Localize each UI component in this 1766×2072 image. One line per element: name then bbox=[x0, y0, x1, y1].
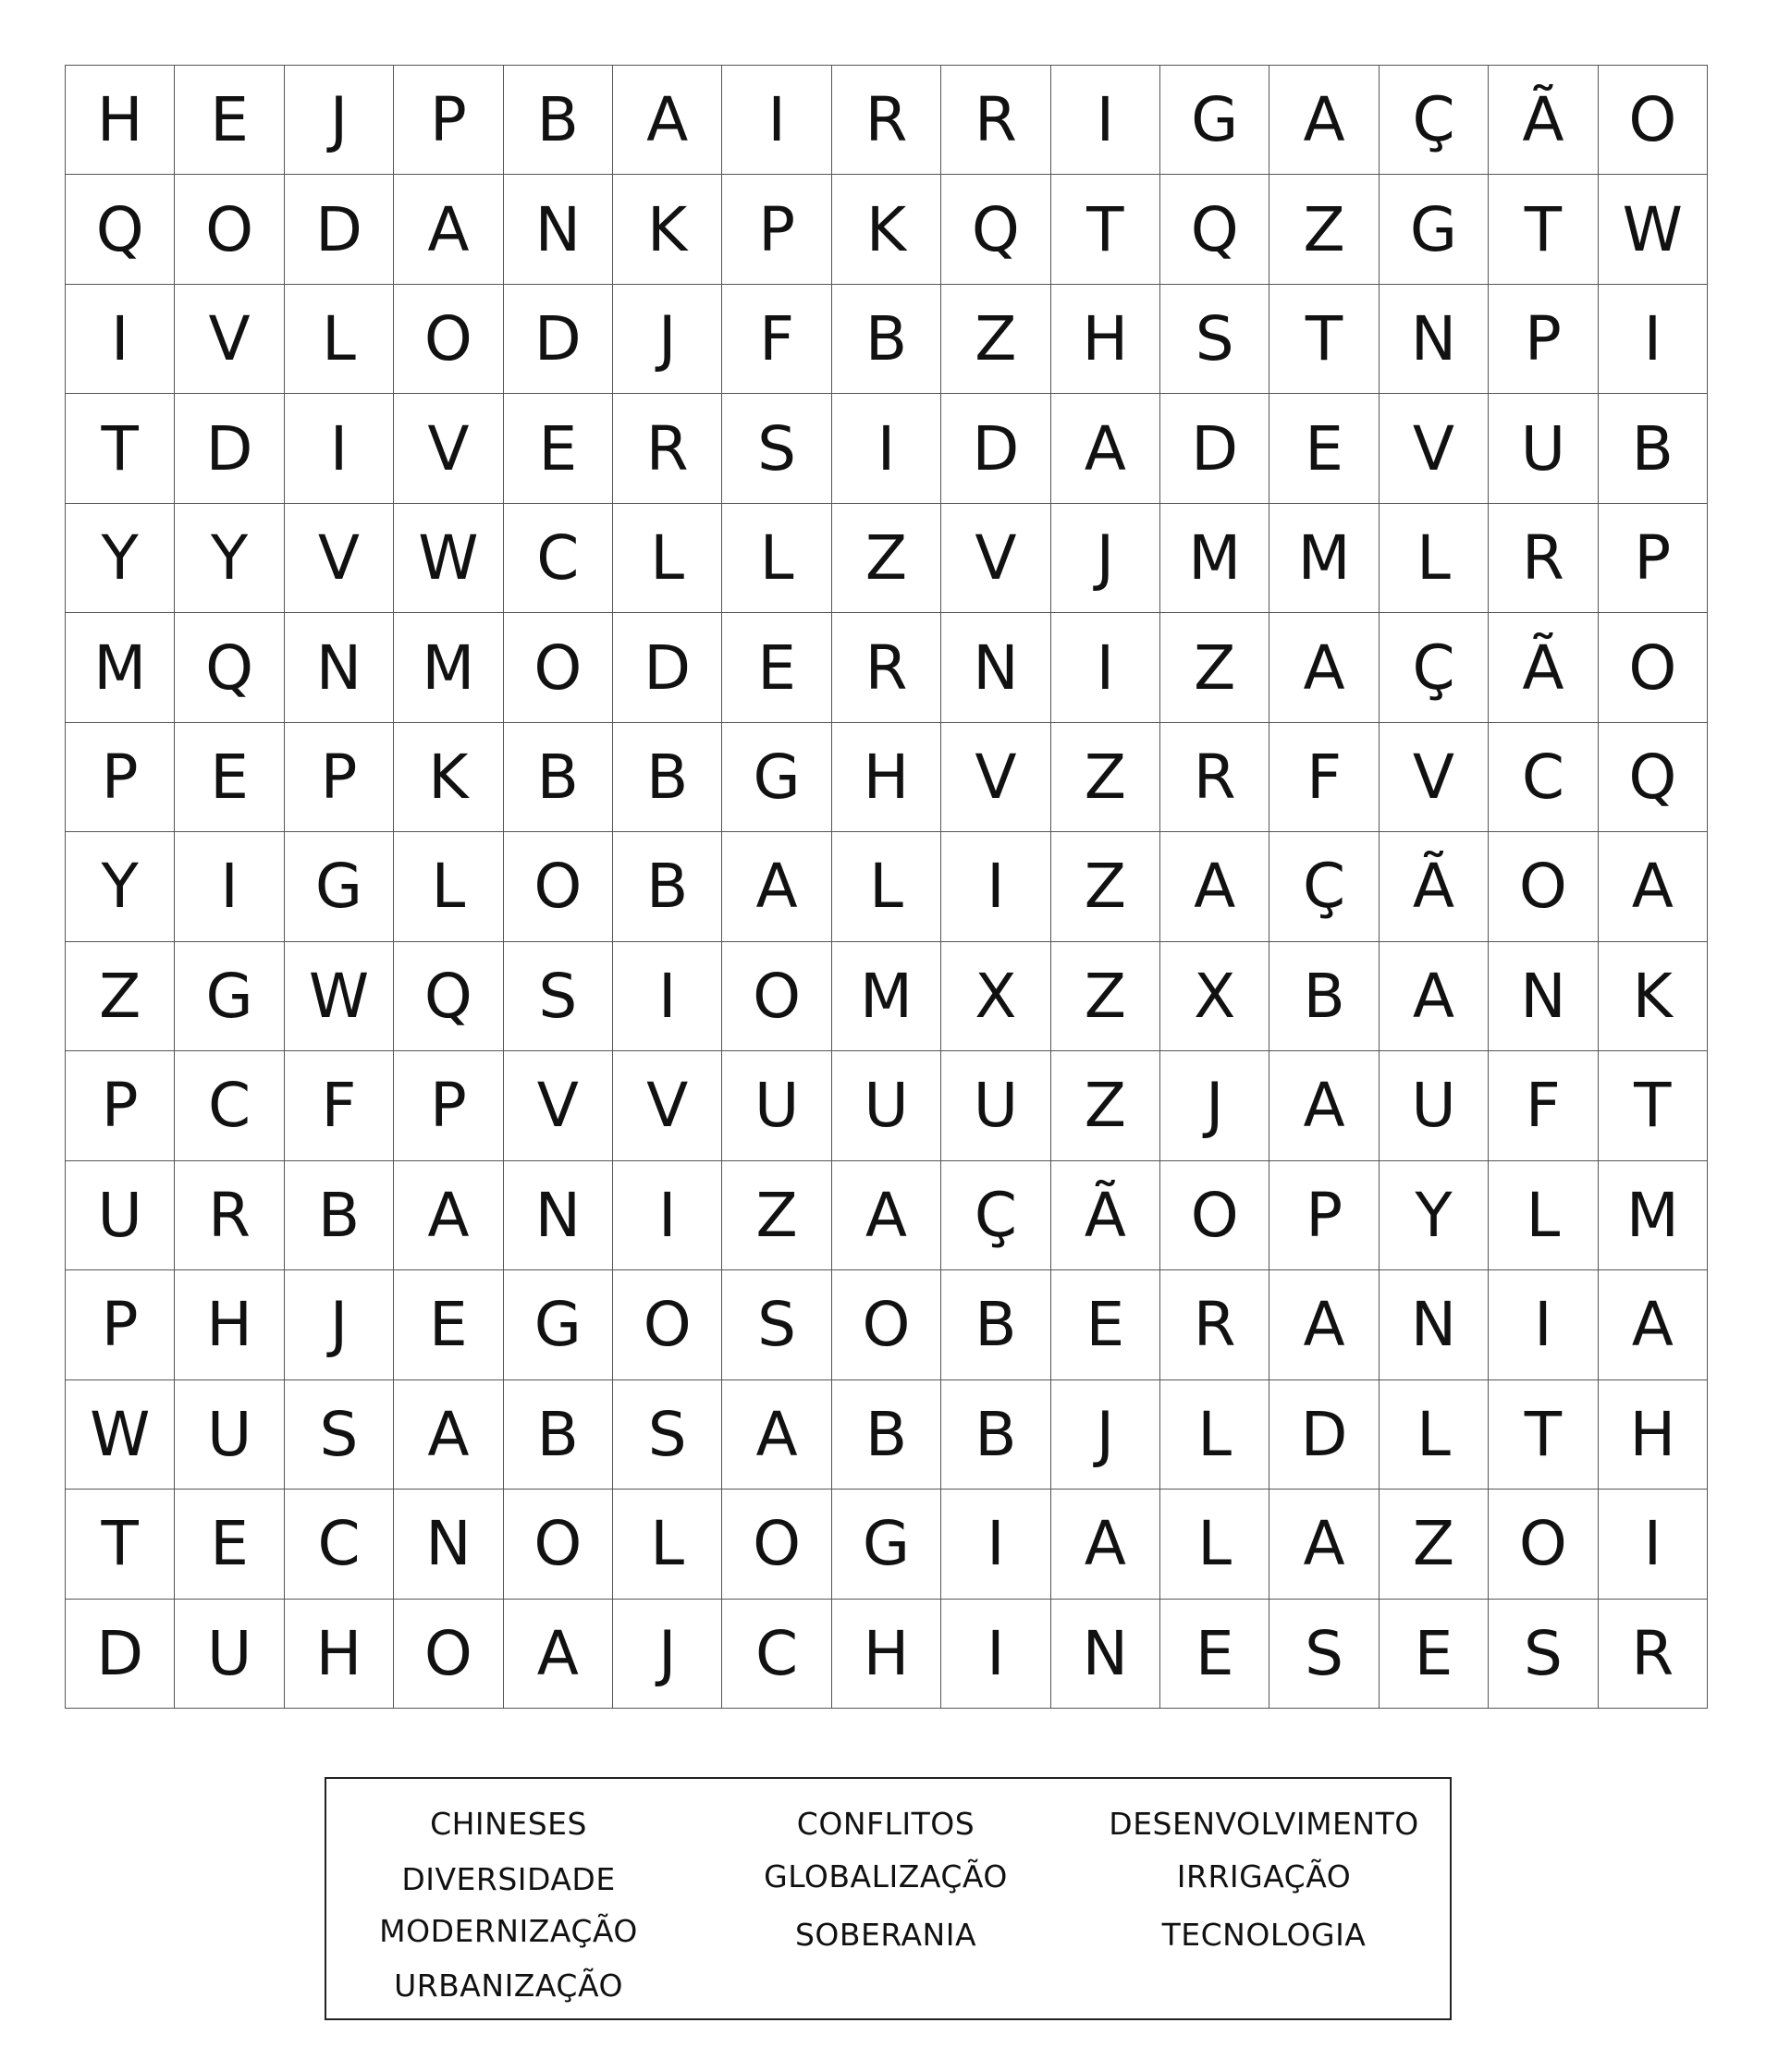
grid-cell[interactable]: P bbox=[722, 175, 831, 284]
word-soberania: SOBERANIA bbox=[794, 1917, 977, 1953]
grid-cell[interactable]: U bbox=[1380, 1051, 1489, 1160]
word-conflitos: CONFLITOS bbox=[796, 1806, 975, 1842]
grid-cell[interactable]: U bbox=[941, 1051, 1050, 1160]
grid-cell[interactable]: R bbox=[613, 394, 722, 503]
grid-cell[interactable]: P bbox=[394, 1051, 503, 1160]
grid-cell[interactable]: V bbox=[941, 504, 1050, 613]
grid-cell[interactable]: S bbox=[722, 1270, 831, 1379]
grid-cell[interactable]: R bbox=[1160, 1270, 1269, 1379]
grid-cell[interactable]: E bbox=[722, 613, 831, 722]
grid-cell[interactable]: G bbox=[722, 723, 831, 832]
grid-cell[interactable]: E bbox=[1269, 394, 1379, 503]
grid-cell[interactable]: O bbox=[832, 1270, 941, 1379]
grid-cell[interactable]: I bbox=[722, 66, 831, 175]
grid-cell[interactable]: L bbox=[722, 504, 831, 613]
grid-cell[interactable]: B bbox=[504, 1380, 613, 1490]
grid-cell[interactable]: G bbox=[504, 1270, 613, 1379]
grid-cell[interactable]: Ã bbox=[1489, 613, 1598, 722]
grid-cell[interactable]: U bbox=[175, 1380, 284, 1490]
grid-cell[interactable]: O bbox=[175, 175, 284, 284]
grid-cell[interactable]: F bbox=[285, 1051, 394, 1160]
grid-cell[interactable]: E bbox=[1380, 1600, 1489, 1709]
word-globalizacao: GLOBALIZAÇÃO bbox=[764, 1858, 1008, 1894]
grid-cell[interactable]: K bbox=[1599, 942, 1708, 1051]
grid-cell[interactable]: C bbox=[285, 1490, 394, 1599]
grid-cell[interactable]: D bbox=[285, 175, 394, 284]
grid-cell[interactable]: B bbox=[504, 66, 613, 175]
grid-cell[interactable]: B bbox=[613, 832, 722, 941]
grid-cell[interactable]: Q bbox=[66, 175, 175, 284]
grid-cell[interactable]: R bbox=[941, 66, 1050, 175]
grid-cell[interactable]: I bbox=[941, 1600, 1050, 1709]
grid-cell[interactable]: E bbox=[175, 1490, 284, 1599]
grid-cell[interactable]: W bbox=[1599, 175, 1708, 284]
grid-cell[interactable]: A bbox=[1380, 942, 1489, 1051]
grid-cell[interactable]: Z bbox=[1051, 723, 1160, 832]
grid-cell[interactable]: M bbox=[832, 942, 941, 1051]
grid-cell[interactable]: A bbox=[1269, 1051, 1379, 1160]
grid-cell[interactable]: A bbox=[394, 1380, 503, 1490]
grid-cell[interactable]: H bbox=[1051, 285, 1160, 394]
grid-cell[interactable]: B bbox=[832, 1380, 941, 1490]
grid-cell[interactable]: H bbox=[285, 1600, 394, 1709]
word-irrigacao: IRRIGAÇÃO bbox=[1176, 1858, 1352, 1894]
grid-cell[interactable]: I bbox=[175, 832, 284, 941]
grid-cell[interactable]: Ç bbox=[1380, 66, 1489, 175]
grid-cell[interactable]: A bbox=[722, 832, 831, 941]
grid-cell[interactable]: E bbox=[1051, 1270, 1160, 1379]
grid-cell[interactable]: Y bbox=[66, 504, 175, 613]
grid-cell[interactable]: D bbox=[1269, 1380, 1379, 1490]
grid-cell[interactable]: S bbox=[722, 394, 831, 503]
grid-cell[interactable]: H bbox=[832, 723, 941, 832]
grid-cell[interactable]: U bbox=[1489, 394, 1598, 503]
grid-cell[interactable]: Y bbox=[66, 832, 175, 941]
grid-cell[interactable]: L bbox=[1380, 1380, 1489, 1490]
grid-cell[interactable]: C bbox=[504, 504, 613, 613]
grid-cell[interactable]: J bbox=[613, 285, 722, 394]
grid-cell[interactable]: B bbox=[504, 723, 613, 832]
grid-cell[interactable]: Ç bbox=[1380, 613, 1489, 722]
grid-cell[interactable]: D bbox=[1160, 394, 1269, 503]
grid-cell[interactable]: Q bbox=[941, 175, 1050, 284]
grid-cell[interactable]: A bbox=[1599, 832, 1708, 941]
grid-cell[interactable]: L bbox=[832, 832, 941, 941]
grid-cell[interactable]: D bbox=[66, 1600, 175, 1709]
word-modernizacao: MODERNIZAÇÃO bbox=[379, 1913, 638, 1949]
grid-cell[interactable]: V bbox=[613, 1051, 722, 1160]
grid-cell[interactable]: R bbox=[1489, 504, 1598, 613]
grid-cell[interactable]: I bbox=[1599, 1490, 1708, 1599]
word-chineses: CHINESES bbox=[430, 1806, 587, 1842]
grid-cell[interactable]: B bbox=[613, 723, 722, 832]
grid-cell[interactable]: B bbox=[941, 1270, 1050, 1379]
grid-cell[interactable]: I bbox=[832, 394, 941, 503]
grid-cell[interactable]: N bbox=[941, 613, 1050, 722]
grid-cell[interactable]: O bbox=[504, 832, 613, 941]
grid-cell[interactable]: T bbox=[1599, 1051, 1708, 1160]
grid-cell[interactable]: K bbox=[613, 175, 722, 284]
grid-cell[interactable]: L bbox=[1160, 1490, 1269, 1599]
grid-cell[interactable]: O bbox=[394, 285, 503, 394]
grid-cell[interactable]: Ã bbox=[1051, 1161, 1160, 1270]
word-list-box bbox=[325, 1777, 1452, 2020]
grid-cell[interactable]: W bbox=[66, 1380, 175, 1490]
grid-cell[interactable]: O bbox=[722, 1490, 831, 1599]
grid-cell[interactable]: A bbox=[1051, 1490, 1160, 1599]
grid-cell[interactable]: O bbox=[1160, 1161, 1269, 1270]
grid-cell[interactable]: A bbox=[832, 1161, 941, 1270]
grid-cell[interactable]: G bbox=[832, 1490, 941, 1599]
grid-cell[interactable]: L bbox=[613, 1490, 722, 1599]
grid-cell[interactable]: V bbox=[941, 723, 1050, 832]
word-tecnologia: TECNOLOGIA bbox=[1161, 1917, 1367, 1953]
grid-cell[interactable]: D bbox=[504, 285, 613, 394]
grid-cell[interactable]: C bbox=[1489, 723, 1598, 832]
grid-cell[interactable]: T bbox=[1489, 1380, 1598, 1490]
grid-cell[interactable]: V bbox=[175, 285, 284, 394]
grid-cell[interactable]: B bbox=[1599, 394, 1708, 503]
grid-cell[interactable]: W bbox=[285, 942, 394, 1051]
grid-cell[interactable]: Z bbox=[66, 942, 175, 1051]
grid-cell[interactable]: O bbox=[394, 1600, 503, 1709]
grid-cell[interactable]: Ã bbox=[1489, 66, 1598, 175]
grid-cell[interactable]: J bbox=[1051, 1380, 1160, 1490]
grid-cell[interactable]: X bbox=[1160, 942, 1269, 1051]
grid-cell[interactable]: O bbox=[504, 613, 613, 722]
grid-cell[interactable]: H bbox=[1599, 1380, 1708, 1490]
grid-cell[interactable]: D bbox=[175, 394, 284, 503]
grid-cell[interactable]: P bbox=[394, 66, 503, 175]
grid-cell[interactable]: D bbox=[941, 394, 1050, 503]
grid-cell[interactable]: A bbox=[613, 66, 722, 175]
grid-cell[interactable]: E bbox=[394, 1270, 503, 1379]
grid-cell[interactable]: A bbox=[1269, 1490, 1379, 1599]
word-diversidade: DIVERSIDADE bbox=[401, 1861, 616, 1897]
grid-cell[interactable]: N bbox=[1380, 285, 1489, 394]
word-urbanizacao: URBANIZAÇÃO bbox=[394, 1968, 623, 2004]
grid-cell[interactable]: T bbox=[66, 1490, 175, 1599]
grid-cell[interactable]: D bbox=[613, 613, 722, 722]
grid-cell[interactable]: J bbox=[613, 1600, 722, 1709]
grid-cell[interactable]: I bbox=[1051, 613, 1160, 722]
grid-cell[interactable]: B bbox=[1269, 942, 1379, 1051]
grid-cell[interactable]: W bbox=[394, 504, 503, 613]
grid-cell[interactable]: N bbox=[1380, 1270, 1489, 1379]
grid-cell[interactable]: V bbox=[394, 394, 503, 503]
grid-cell[interactable]: A bbox=[722, 1380, 831, 1490]
grid-cell[interactable]: S bbox=[1489, 1600, 1598, 1709]
grid-cell[interactable]: S bbox=[1269, 1600, 1379, 1709]
grid-cell[interactable]: L bbox=[1489, 1161, 1598, 1270]
grid-cell[interactable]: P bbox=[1489, 285, 1598, 394]
grid-cell[interactable]: Q bbox=[175, 613, 284, 722]
grid-cell[interactable]: H bbox=[175, 1270, 284, 1379]
grid-cell[interactable]: I bbox=[941, 1490, 1050, 1599]
grid-cell[interactable]: P bbox=[66, 723, 175, 832]
grid-cell[interactable]: L bbox=[613, 504, 722, 613]
grid-cell[interactable]: H bbox=[66, 66, 175, 175]
grid-cell[interactable]: E bbox=[175, 723, 284, 832]
grid-cell[interactable]: R bbox=[175, 1161, 284, 1270]
grid-cell[interactable]: U bbox=[175, 1600, 284, 1709]
grid-cell[interactable]: J bbox=[285, 1270, 394, 1379]
grid-cell[interactable]: O bbox=[1599, 613, 1708, 722]
grid-cell[interactable]: V bbox=[504, 1051, 613, 1160]
grid-cell[interactable]: Q bbox=[1599, 723, 1708, 832]
grid-cell[interactable]: Z bbox=[722, 1161, 831, 1270]
grid-cell[interactable]: O bbox=[1489, 832, 1598, 941]
grid-cell[interactable]: C bbox=[175, 1051, 284, 1160]
grid-cell[interactable]: L bbox=[1160, 1380, 1269, 1490]
grid-cell[interactable]: P bbox=[66, 1051, 175, 1160]
grid-cell[interactable]: B bbox=[941, 1380, 1050, 1490]
grid-cell[interactable]: S bbox=[504, 942, 613, 1051]
grid-cell[interactable]: O bbox=[504, 1490, 613, 1599]
grid-cell[interactable]: P bbox=[1269, 1161, 1379, 1270]
grid-cell[interactable]: N bbox=[1051, 1600, 1160, 1709]
grid-cell[interactable]: A bbox=[394, 175, 503, 284]
grid-cell[interactable]: I bbox=[1489, 1270, 1598, 1379]
grid-cell[interactable]: Z bbox=[1269, 175, 1379, 284]
grid-cell[interactable]: R bbox=[832, 613, 941, 722]
grid-cell[interactable]: B bbox=[285, 1161, 394, 1270]
grid-cell[interactable]: N bbox=[504, 1161, 613, 1270]
grid-cell[interactable]: A bbox=[1599, 1270, 1708, 1379]
grid-cell[interactable]: U bbox=[66, 1161, 175, 1270]
grid-cell[interactable]: P bbox=[285, 723, 394, 832]
grid-cell[interactable]: A bbox=[1269, 1270, 1379, 1379]
grid-cell[interactable]: I bbox=[613, 942, 722, 1051]
grid-cell[interactable]: O bbox=[1599, 66, 1708, 175]
grid-cell[interactable]: M bbox=[394, 613, 503, 722]
grid-cell[interactable]: I bbox=[66, 285, 175, 394]
grid-cell[interactable]: F bbox=[1489, 1051, 1598, 1160]
grid-cell[interactable]: I bbox=[941, 832, 1050, 941]
grid-cell[interactable]: G bbox=[285, 832, 394, 941]
grid-cell[interactable]: E bbox=[175, 66, 284, 175]
grid-cell[interactable]: B bbox=[832, 285, 941, 394]
grid-cell[interactable]: L bbox=[285, 285, 394, 394]
grid-cell[interactable]: N bbox=[504, 175, 613, 284]
grid-cell[interactable]: E bbox=[504, 394, 613, 503]
grid-cell[interactable]: U bbox=[832, 1051, 941, 1160]
grid-cell[interactable]: M bbox=[66, 613, 175, 722]
grid-cell[interactable]: V bbox=[285, 504, 394, 613]
grid-cell[interactable]: V bbox=[1380, 723, 1489, 832]
grid-cell[interactable]: O bbox=[613, 1270, 722, 1379]
grid-cell[interactable]: R bbox=[832, 66, 941, 175]
grid-cell[interactable]: N bbox=[394, 1490, 503, 1599]
grid-cell[interactable]: P bbox=[1599, 504, 1708, 613]
grid-cell[interactable]: Y bbox=[175, 504, 284, 613]
word-desenvolvimento: DESENVOLVIMENTO bbox=[1109, 1806, 1419, 1842]
grid-cell[interactable]: Z bbox=[1160, 613, 1269, 722]
grid-cell[interactable]: J bbox=[285, 66, 394, 175]
grid-cell[interactable]: S bbox=[1160, 285, 1269, 394]
grid-cell[interactable]: G bbox=[175, 942, 284, 1051]
grid-cell[interactable]: O bbox=[1489, 1490, 1598, 1599]
grid-cell[interactable]: Z bbox=[1051, 942, 1160, 1051]
grid-cell[interactable]: U bbox=[722, 1051, 831, 1160]
grid-cell[interactable]: K bbox=[394, 723, 503, 832]
grid-cell[interactable]: Z bbox=[1380, 1490, 1489, 1599]
grid-cell[interactable]: F bbox=[1269, 723, 1379, 832]
grid-cell[interactable]: A bbox=[504, 1600, 613, 1709]
grid-cell[interactable]: A bbox=[1269, 613, 1379, 722]
letter-grid bbox=[65, 65, 1708, 1709]
grid-cell[interactable]: R bbox=[1160, 723, 1269, 832]
grid-cell[interactable]: T bbox=[66, 394, 175, 503]
grid-cell[interactable]: A bbox=[1160, 832, 1269, 941]
grid-cell[interactable]: E bbox=[1160, 1600, 1269, 1709]
grid-cell[interactable]: P bbox=[66, 1270, 175, 1379]
grid-cell[interactable]: C bbox=[722, 1600, 831, 1709]
grid-cell[interactable]: N bbox=[1489, 942, 1598, 1051]
grid-cell[interactable]: Ç bbox=[941, 1161, 1050, 1270]
grid-cell[interactable]: T bbox=[1051, 175, 1160, 284]
grid-cell[interactable]: G bbox=[1380, 175, 1489, 284]
grid-cell[interactable]: Y bbox=[1380, 1161, 1489, 1270]
grid-cell[interactable]: X bbox=[941, 942, 1050, 1051]
grid-cell[interactable]: S bbox=[285, 1380, 394, 1490]
grid-cell[interactable]: Z bbox=[941, 285, 1050, 394]
grid-cell[interactable]: K bbox=[832, 175, 941, 284]
grid-cell[interactable]: Q bbox=[394, 942, 503, 1051]
grid-cell[interactable]: O bbox=[722, 942, 831, 1051]
grid-cell[interactable]: F bbox=[722, 285, 831, 394]
grid-cell[interactable]: M bbox=[1160, 504, 1269, 613]
grid-cell[interactable]: Ã bbox=[1380, 832, 1489, 941]
grid-cell[interactable]: M bbox=[1269, 504, 1379, 613]
grid-cell[interactable]: V bbox=[1380, 394, 1489, 503]
grid-cell[interactable]: A bbox=[394, 1161, 503, 1270]
grid-cell[interactable]: Z bbox=[1051, 1051, 1160, 1160]
grid-cell[interactable]: J bbox=[1160, 1051, 1269, 1160]
grid-cell[interactable]: Ç bbox=[1269, 832, 1379, 941]
grid-cell[interactable]: I bbox=[1599, 285, 1708, 394]
grid-cell[interactable]: G bbox=[1160, 66, 1269, 175]
grid-cell[interactable]: T bbox=[1489, 175, 1598, 284]
grid-cell[interactable]: N bbox=[285, 613, 394, 722]
grid-cell[interactable]: I bbox=[613, 1161, 722, 1270]
grid-cell[interactable]: L bbox=[1380, 504, 1489, 613]
grid-cell[interactable]: I bbox=[1051, 66, 1160, 175]
grid-cell[interactable]: R bbox=[1599, 1600, 1708, 1709]
grid-cell[interactable]: A bbox=[1269, 66, 1379, 175]
grid-cell[interactable]: M bbox=[1599, 1161, 1708, 1270]
grid-cell[interactable]: L bbox=[394, 832, 503, 941]
grid-cell[interactable]: S bbox=[613, 1380, 722, 1490]
grid-cell[interactable]: I bbox=[285, 394, 394, 503]
grid-cell[interactable]: T bbox=[1269, 285, 1379, 394]
grid-cell[interactable]: A bbox=[1051, 394, 1160, 503]
grid-cell[interactable]: J bbox=[1051, 504, 1160, 613]
grid-cell[interactable]: Z bbox=[1051, 832, 1160, 941]
grid-cell[interactable]: Z bbox=[832, 504, 941, 613]
grid-cell[interactable]: Q bbox=[1160, 175, 1269, 284]
grid-cell[interactable]: H bbox=[832, 1600, 941, 1709]
